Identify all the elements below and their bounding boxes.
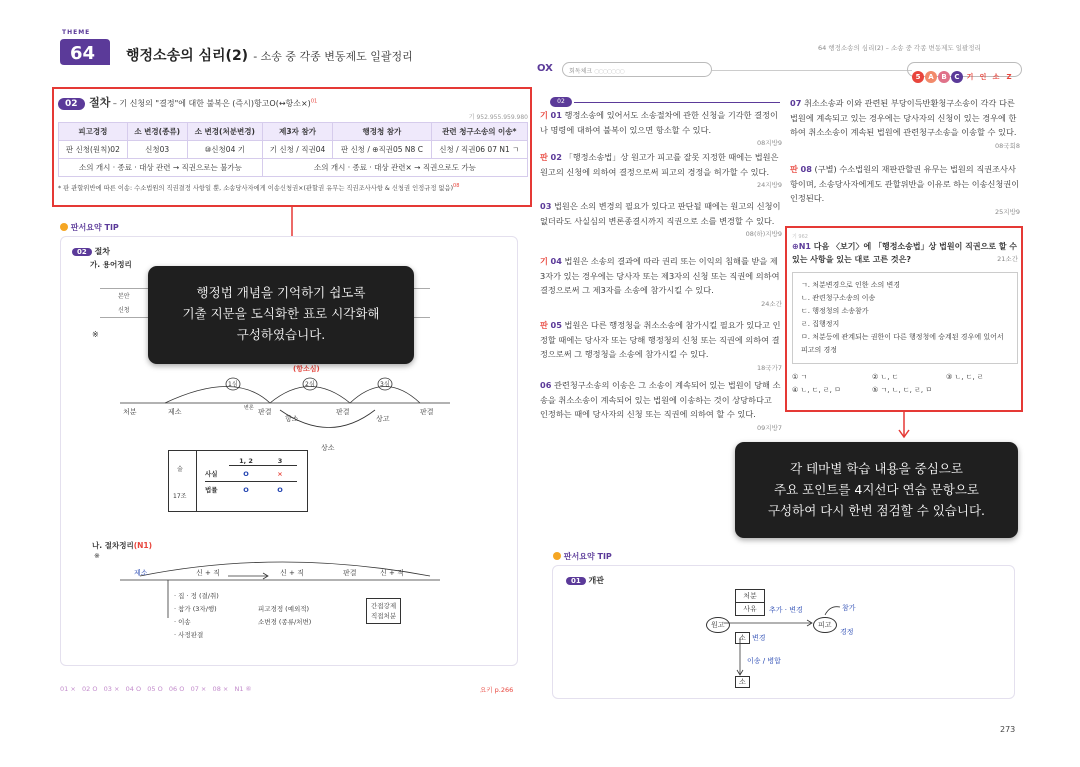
table-header-cell: 소 변경(처분변경) [187, 123, 262, 141]
answer-key: 01 × 02 O 03 × 04 O 05 O 06 O 07 × 08 × N1 ⑥ [60, 685, 252, 693]
page-number: 273 [1000, 725, 1016, 734]
theme-badge [56, 29, 114, 69]
flow-mark: 3심 [380, 381, 390, 388]
n1-tag: 기 962 [792, 234, 808, 240]
down-label: 이송 / 병합 [747, 657, 781, 665]
tip-right-label [553, 551, 612, 562]
question-source: 24소간 [761, 299, 782, 308]
question-number: 01 [550, 110, 562, 120]
page-title [126, 45, 413, 65]
proc-item: · 사정판결 [174, 631, 204, 639]
question-number: 03 [540, 201, 552, 211]
grade-badge: 소 [992, 73, 1000, 81]
table-cell: 기 신청 / 직권04 [262, 141, 332, 159]
callout-line: 주요 포인트를 4지선다 연습 문항으로 [774, 482, 979, 497]
table-header-cell: 소 변경(종류) [127, 123, 187, 141]
mini-header: 1, 2 [229, 457, 263, 466]
ox-badge: OX [537, 63, 553, 74]
tip-left-sub-b [92, 540, 152, 551]
pencil-icon [553, 552, 561, 560]
box-top-item: 사유 [743, 605, 757, 613]
flow-top-label: (항소심) [293, 365, 320, 373]
question-number: 08 [800, 164, 812, 174]
flow-node: 항소 [285, 415, 299, 423]
right-section-badge: 02 [550, 97, 572, 107]
n1-item: ㅁ. 처분등에 관계되는 권한이 다른 행정청에 승계된 경우에 있어서 피고의 경정 [801, 333, 1004, 354]
tip-right-badge: 01 [566, 577, 586, 585]
pencil-icon [60, 223, 68, 231]
page-ref: 요키 p.266 [480, 686, 514, 694]
table-row [59, 141, 528, 159]
section-02-badge: 02 [58, 98, 85, 110]
table-cell: 판 신청(원칙)02 [59, 141, 128, 159]
section-02-note: – 기 신청의 "결정"에 대한 불복은 (즉시)항고O(↔항소×) [112, 99, 311, 108]
question-number: 04 [550, 256, 562, 266]
bottom-box: 소 [735, 676, 750, 688]
question-item [540, 254, 782, 310]
grade-badge: B [938, 71, 950, 83]
flow-node: 제소 [168, 408, 182, 416]
mini-cell: O [263, 482, 297, 498]
n1-option[interactable]: ① ㄱ [792, 373, 808, 381]
n1-item: ㄴ. 관련청구소송의 이송 [801, 294, 876, 302]
proc-node: 제소 [134, 569, 148, 577]
tip-left-label [60, 222, 119, 233]
question-text: (구별) 수소법원의 재판관할권 유무는 법원의 직권조사사항이며, 소송당사자에게도 관할위반을 이유로 하는 이송신청권이 인정된다. [790, 164, 1020, 203]
theme-number: 64 [70, 43, 96, 64]
proc-mid-item: 피고경정 (예외적) [258, 605, 310, 613]
question-prefix: 기 [540, 110, 548, 120]
right-label: 경정 [840, 628, 854, 636]
grade-badges [907, 62, 1022, 81]
n1-option[interactable]: ③ ㄴ, ㄷ, ㄹ [946, 373, 984, 381]
question-source: 08(하)지방9 [745, 230, 782, 238]
callout-line: 구성하였습니다. [236, 327, 326, 342]
proc-item: · 참가 (3자/행) [174, 605, 217, 613]
question-text: 행정소송에 있어서도 소송절차에 관한 신청을 기각한 결정이 나 명령에 대하여 불복이 있으면 항소할 수 있다. [540, 110, 778, 135]
section-02-footnote [58, 183, 528, 192]
question-item [790, 96, 1020, 152]
table-header-row [59, 123, 528, 141]
question-source: 24지방9 [757, 181, 782, 189]
question-item [540, 199, 782, 240]
flow-mark: 1심 [228, 381, 238, 388]
question-source: 25지방9 [995, 207, 1020, 216]
table-cell: 신청03 [127, 141, 187, 159]
n1-source: 21소간 [997, 255, 1018, 263]
check-circles: ○○○○○○○ [594, 68, 624, 75]
n1-item: ㄹ. 집행정지 [801, 320, 840, 328]
table-header-cell: 관련 청구소송의 이송* [431, 123, 527, 141]
question-text: 법원은 다른 행정청을 취소소송에 참가시킬 필요가 있다고 인정할 때에는 당사자 또는 당해 행정청의 신청 또는 직권에 의하여 결정으로써 그 행정청을 소송에 참가시킬 수 있다. [540, 320, 781, 359]
tip-left-asterisk-2: ※ [94, 552, 100, 560]
tip-left-heading-text: 절차 [94, 247, 111, 256]
n1-option[interactable]: ② ㄴ, ㄷ [872, 373, 899, 381]
n1-option[interactable]: ⑤ ㄱ, ㄴ, ㄷ, ㄹ, ㅁ [872, 386, 933, 394]
left-node: 원고 [706, 617, 730, 633]
down-arrow-icon [898, 412, 910, 440]
section-02-title: 절차 [89, 96, 111, 109]
ox-bar [537, 62, 1022, 81]
table-row [59, 159, 528, 177]
footnote-sup: 08 [453, 183, 460, 189]
mini-row-label: 사실 [205, 469, 218, 478]
callout-line: 구성하여 다시 한번 점검할 수 있습니다. [767, 503, 986, 518]
question-source: 08지방9 [757, 139, 782, 147]
n1-question-text: 다음 〈보기〉에 「행정소송법」상 법원이 직권으로 할 수 있는 사항을 있는 대로 고른 것은? [792, 242, 1018, 264]
tip-right-heading-text: 개관 [588, 576, 605, 585]
question-text: 관련청구소송의 이송은 그 소송이 계속되어 있는 법원이 당해 소송을 취소소송이 계속되어 있는 법원에 이송하는 것이 상당하다고 인정하는 때에 당사자의 신청 또는 직권에 의하여 할 수 있다. [540, 380, 781, 419]
term-row-b: 신청 [118, 307, 130, 314]
page-title-main: 행정소송의 심리(2) [126, 48, 249, 64]
n1-option[interactable]: ④ ㄴ, ㄷ, ㄹ, ㅁ [792, 386, 841, 394]
proc-box: 간접강제 직접처분 [366, 598, 401, 624]
sub-b-tag: (N1) [133, 541, 153, 550]
question-text: 취소소송과 이와 관련된 부당이득반환청구소송이 각각 다른 법원에 계속되고 있는 경우에는 당사자의 신청이 있는 경우에 한하여 취소소송이 계속된 법원에 관련청구소송을 이송할 수 있다. [790, 98, 1017, 137]
box-top [735, 589, 765, 616]
n1-header [792, 240, 1018, 266]
callout-right [735, 442, 1018, 538]
proc-items [174, 590, 219, 642]
question-number: 06 [540, 380, 552, 390]
callout-left [148, 266, 414, 364]
n1-options [792, 371, 1018, 397]
question-prefix: 판 [540, 152, 548, 162]
question-number: 07 [790, 98, 802, 108]
overview-diagram [700, 585, 860, 685]
question-number: 05 [550, 320, 562, 330]
question-item [540, 150, 782, 191]
flow-bottom: 상소 [321, 444, 335, 452]
box-top-item: 처분 [736, 590, 764, 603]
n1-items-box [792, 272, 1018, 364]
question-item [540, 318, 782, 374]
sub-b-text: 나. 절차정리 [92, 541, 134, 550]
box-top-label: 추가 · 변경 [769, 606, 803, 614]
grade-badge: Z [1006, 73, 1012, 81]
proc-node: 신 + 직 [280, 569, 304, 577]
question-source: 09지방7 [757, 423, 782, 432]
table-header-cell: 제3자 참가 [262, 123, 332, 141]
question-text: 「행정소송법」상 원고가 피고를 잘못 지정한 때에는 법원은 원고의 신청에 의하여 결정으로써 피고의 경정을 허가할 수 있다. [540, 152, 779, 177]
flow-mark: 2심 [305, 381, 315, 388]
right-node: 피고 [813, 617, 837, 633]
proc-item: · 집 · 정 (결/취) [174, 592, 219, 600]
mini-cell: × [277, 469, 283, 478]
running-header: 64 행정소송의 심리(2) – 소송 중 각종 변동제도 일괄정리 [818, 44, 981, 52]
flow-node: 판결 [336, 408, 350, 416]
section-02-years: 기 952.955.959.980 [468, 114, 528, 121]
section-02-header [58, 94, 528, 110]
question-source: 18국가7 [757, 363, 782, 372]
mid-label: 변경 [752, 634, 766, 642]
mini-grid [205, 457, 297, 498]
question-item [540, 378, 782, 434]
footnote-text: * 판 관할위반에 따른 이송: 수소법원의 직권결정 사항일 뿐, 소송당사자에게 이송신청권×(관할권 유무는 직권조사사항 & 신청권 인정규정 없음) [58, 185, 454, 193]
mini-left-bottom: 17조 [173, 493, 187, 500]
question-item [790, 162, 1020, 218]
mid-box: 소 [735, 632, 750, 644]
grade-badge: 인 [979, 73, 987, 81]
question-text: 법원은 소의 변경의 필요가 있다고 판단될 때에는 원고의 신청이 없더라도 사실심의 변론종결시까지 직권으로 소를 변경할 수 있다. [540, 201, 781, 226]
term-row-a: 본안 [118, 293, 130, 300]
n1-item: ㄱ. 처분변경으로 인한 소의 변경 [801, 281, 901, 289]
grade-badge: C [951, 71, 963, 83]
question-prefix: 기 [540, 256, 548, 266]
table-cell: 판 신청 / ⊕직권05 N8 C [333, 141, 431, 159]
flow-small: 변론 [244, 405, 254, 411]
mini-cell: O [229, 482, 263, 498]
table-header-cell: 행정청 참가 [333, 123, 431, 141]
tip-right-heading [566, 575, 604, 586]
section-02-table [58, 122, 528, 177]
tip-left-badge: 02 [72, 248, 92, 256]
table-cell-merged: 소의 개시 · 종료 · 대상 관련 → 직권으로는 불가능 [59, 159, 263, 177]
grade-badge: A [925, 71, 937, 83]
question-prefix: 판 [540, 320, 548, 330]
flow-node: 처분 [123, 408, 137, 416]
table-cell: 신청 / 직권06 07 N1 ㄱ [431, 141, 527, 159]
right-label: 참가 [842, 604, 856, 612]
callout-line: 각 테마별 학습 내용을 중심으로 [790, 461, 963, 476]
question-source: 08국회8 [995, 141, 1020, 150]
question-prefix: 판 [790, 164, 798, 174]
mini-cell: O [243, 469, 249, 478]
table-cell: ⑩신청04 기 [187, 141, 262, 159]
tip-left-sub-a: 가. 용어정리 [90, 260, 132, 269]
section-02-note-sup: 01 [310, 98, 318, 105]
mini-left-top: 술 [177, 466, 183, 473]
proc-node: 신 + 직 [380, 569, 404, 577]
mini-table [168, 450, 308, 512]
n1-question [792, 233, 1018, 397]
question-text: 법원은 소송의 결과에 따라 권리 또는 이익의 침해를 받을 제3자가 있는 경우에는 당사자 또는 제3자의 신청 또는 직권에 의하여 결정으로써 그 제3자를 소송에 참가시킬 수 있다. [540, 256, 780, 295]
table-header-cell: 피고경정 [59, 123, 128, 141]
proc-item: · 이송 [174, 618, 191, 626]
proc-node: 판결 [343, 569, 357, 577]
check-label: 회독체크 [569, 68, 593, 75]
grade-badge: 5 [912, 71, 924, 83]
callout-line: 기출 지문을 도식화한 표로 시각화해 [182, 306, 380, 321]
mini-header: 3 [263, 457, 297, 466]
proc-node: 신 + 직 [196, 569, 220, 577]
check-pill [562, 62, 712, 77]
mini-row-label: 법률 [205, 482, 229, 498]
theme-label: THEME [62, 29, 91, 36]
section-02 [58, 94, 528, 192]
question-item [540, 108, 782, 149]
proc-mid-item: 소변경 (종류/처변) [258, 618, 312, 626]
n1-label: ⊕N1 [792, 242, 811, 251]
table-cell-merged: 소의 개시 · 종료 · 대상 관련× → 직권으로도 가능 [262, 159, 527, 177]
tip-left-asterisk: ※ [92, 330, 99, 339]
n1-item: ㄷ. 행정청의 소송참가 [801, 307, 869, 315]
question-number: 02 [550, 152, 562, 162]
proc-mid [258, 603, 311, 629]
tip-right-label-text: 판서요약 TIP [563, 552, 612, 561]
grade-badge: 기 [966, 73, 974, 81]
flow-node: 상고 [376, 415, 390, 423]
page-title-sub: - 소송 중 각종 변동제도 일괄정리 [253, 50, 413, 63]
flow-node: 판결 [258, 408, 272, 416]
flow-node: 판결 [420, 408, 434, 416]
callout-line: 행정법 개념을 기억하기 쉽도록 [196, 285, 366, 300]
tip-left-label-text: 판서요약 TIP [70, 223, 119, 232]
tip-left-heading [72, 246, 110, 257]
